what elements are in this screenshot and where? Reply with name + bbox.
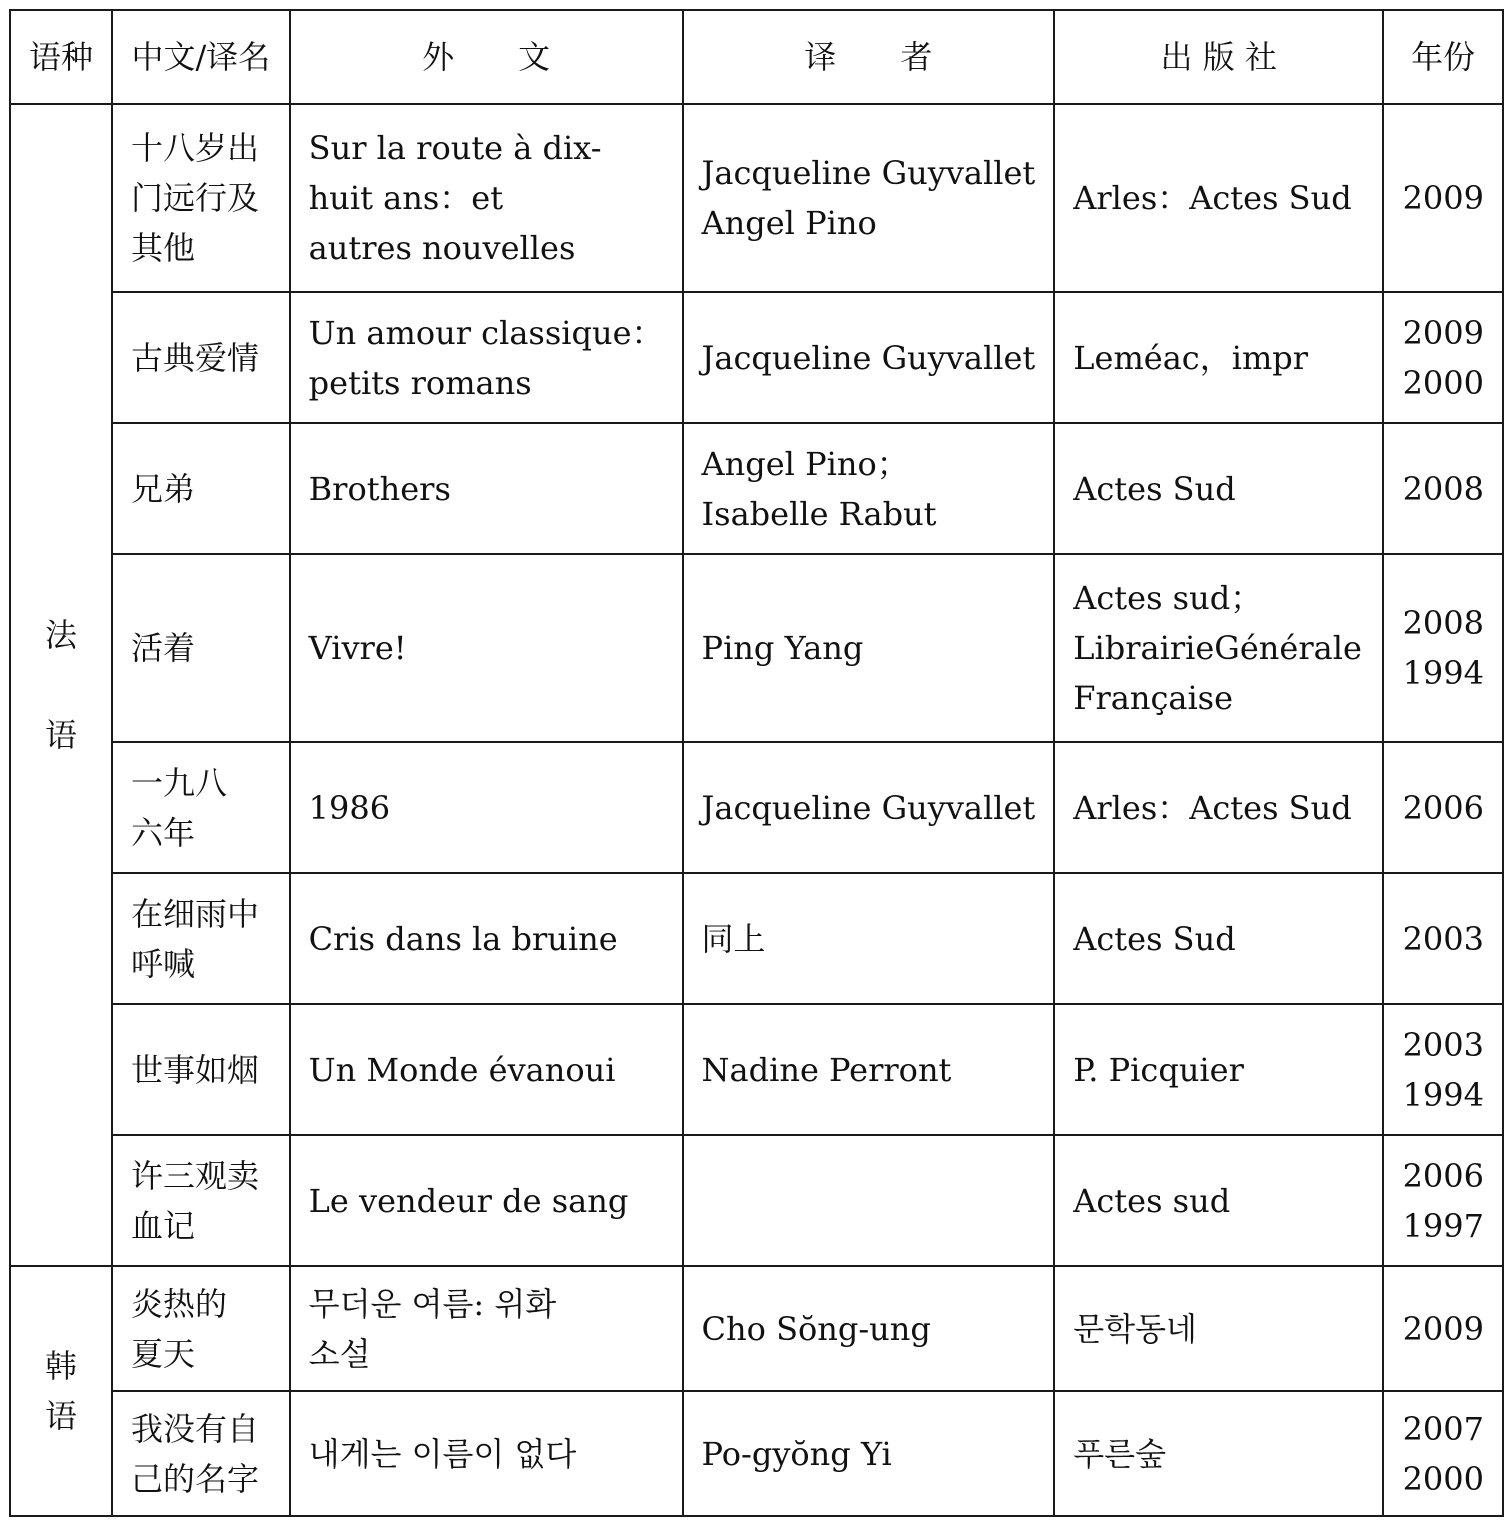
- cell-translator: Cho Sŏng-ung: [683, 1266, 1055, 1391]
- language-french: 法 语: [10, 104, 112, 1266]
- cell-publisher: Actes Sud: [1054, 423, 1383, 554]
- cell-chinese-title: 在细雨中 呼喊: [112, 873, 290, 1004]
- cell-publisher: Actes sud； LibrairieGénérale Française: [1054, 554, 1383, 742]
- cell-chinese-title: 兄弟: [112, 423, 290, 554]
- table-row: [10, 1135, 1503, 1266]
- table-row: [10, 104, 1503, 292]
- cell-translator: Nadine Perront: [683, 1004, 1055, 1135]
- cell-translator: Po-gyŏng Yi: [683, 1391, 1055, 1516]
- cell-translator: Jacqueline Guyvallet: [683, 742, 1055, 873]
- cell-year: 2007 2000: [1383, 1391, 1503, 1516]
- translations-table: [9, 9, 1504, 1517]
- cell-translator: 同上: [683, 873, 1055, 1004]
- header-translator: 译 者: [683, 10, 1055, 104]
- cell-publisher: Arles：Actes Sud: [1054, 104, 1383, 292]
- table-row: [10, 873, 1503, 1004]
- header-year: 年份: [1383, 10, 1503, 104]
- cell-year: 2009: [1383, 104, 1503, 292]
- cell-year: 2003 1994: [1383, 1004, 1503, 1135]
- header-row: [10, 10, 1503, 104]
- cell-foreign-title: 1986: [290, 742, 683, 873]
- table-row: [10, 423, 1503, 554]
- cell-foreign-title: 무더운 여름: 위화 소설: [290, 1266, 683, 1391]
- cell-translator: Angel Pino； Isabelle Rabut: [683, 423, 1055, 554]
- cell-foreign-title: Le vendeur de sang: [290, 1135, 683, 1266]
- table-row: [10, 292, 1503, 423]
- table-row: [10, 1266, 1503, 1391]
- cell-foreign-title: Brothers: [290, 423, 683, 554]
- cell-translator: Ping Yang: [683, 554, 1055, 742]
- cell-translator: Jacqueline Guyvallet Angel Pino: [683, 104, 1055, 292]
- cell-year: 2003: [1383, 873, 1503, 1004]
- cell-foreign-title: Un Monde évanoui: [290, 1004, 683, 1135]
- cell-year: 2009 2000: [1383, 292, 1503, 423]
- cell-chinese-title: 活着: [112, 554, 290, 742]
- cell-publisher: P. Picquier: [1054, 1004, 1383, 1135]
- cell-publisher: 문학동네: [1054, 1266, 1383, 1391]
- cell-chinese-title: 一九八 六年: [112, 742, 290, 873]
- cell-foreign-title: Sur la route à dix- huit ans：et autres nouvelles: [290, 104, 683, 292]
- cell-year: 2008 1994: [1383, 554, 1503, 742]
- cell-year: 2009: [1383, 1266, 1503, 1391]
- table-row: [10, 554, 1503, 742]
- cell-chinese-title: 我没有自 己的名字: [112, 1391, 290, 1516]
- table-row: [10, 742, 1503, 873]
- cell-translator: Jacqueline Guyvallet: [683, 292, 1055, 423]
- cell-chinese-title: 炎热的 夏天: [112, 1266, 290, 1391]
- cell-chinese-title: 十八岁出 门远行及 其他: [112, 104, 290, 292]
- cell-foreign-title: 내게는 이름이 없다: [290, 1391, 683, 1516]
- table-row: [10, 1004, 1503, 1135]
- cell-foreign-title: Cris dans la bruine: [290, 873, 683, 1004]
- header-chinese-title: 中文/译名: [112, 10, 290, 104]
- cell-foreign-title: Un amour classique： petits romans: [290, 292, 683, 423]
- language-korean: 韩 语: [10, 1266, 112, 1516]
- cell-publisher: Arles：Actes Sud: [1054, 742, 1383, 873]
- cell-year: 2006 1997: [1383, 1135, 1503, 1266]
- cell-foreign-title: Vivre!: [290, 554, 683, 742]
- cell-chinese-title: 古典爱情: [112, 292, 290, 423]
- header-publisher: 出 版 社: [1054, 10, 1383, 104]
- cell-chinese-title: 世事如烟: [112, 1004, 290, 1135]
- cell-publisher: Leméac，impr: [1054, 292, 1383, 423]
- cell-year: 2006: [1383, 742, 1503, 873]
- cell-year: 2008: [1383, 423, 1503, 554]
- header-foreign-title: 外 文: [290, 10, 683, 104]
- cell-publisher: Actes sud: [1054, 1135, 1383, 1266]
- header-language: 语种: [10, 10, 112, 104]
- cell-publisher: Actes Sud: [1054, 873, 1383, 1004]
- table-row: [10, 1391, 1503, 1516]
- cell-chinese-title: 许三观卖 血记: [112, 1135, 290, 1266]
- cell-publisher: 푸른숲: [1054, 1391, 1383, 1516]
- cell-translator: [683, 1135, 1055, 1266]
